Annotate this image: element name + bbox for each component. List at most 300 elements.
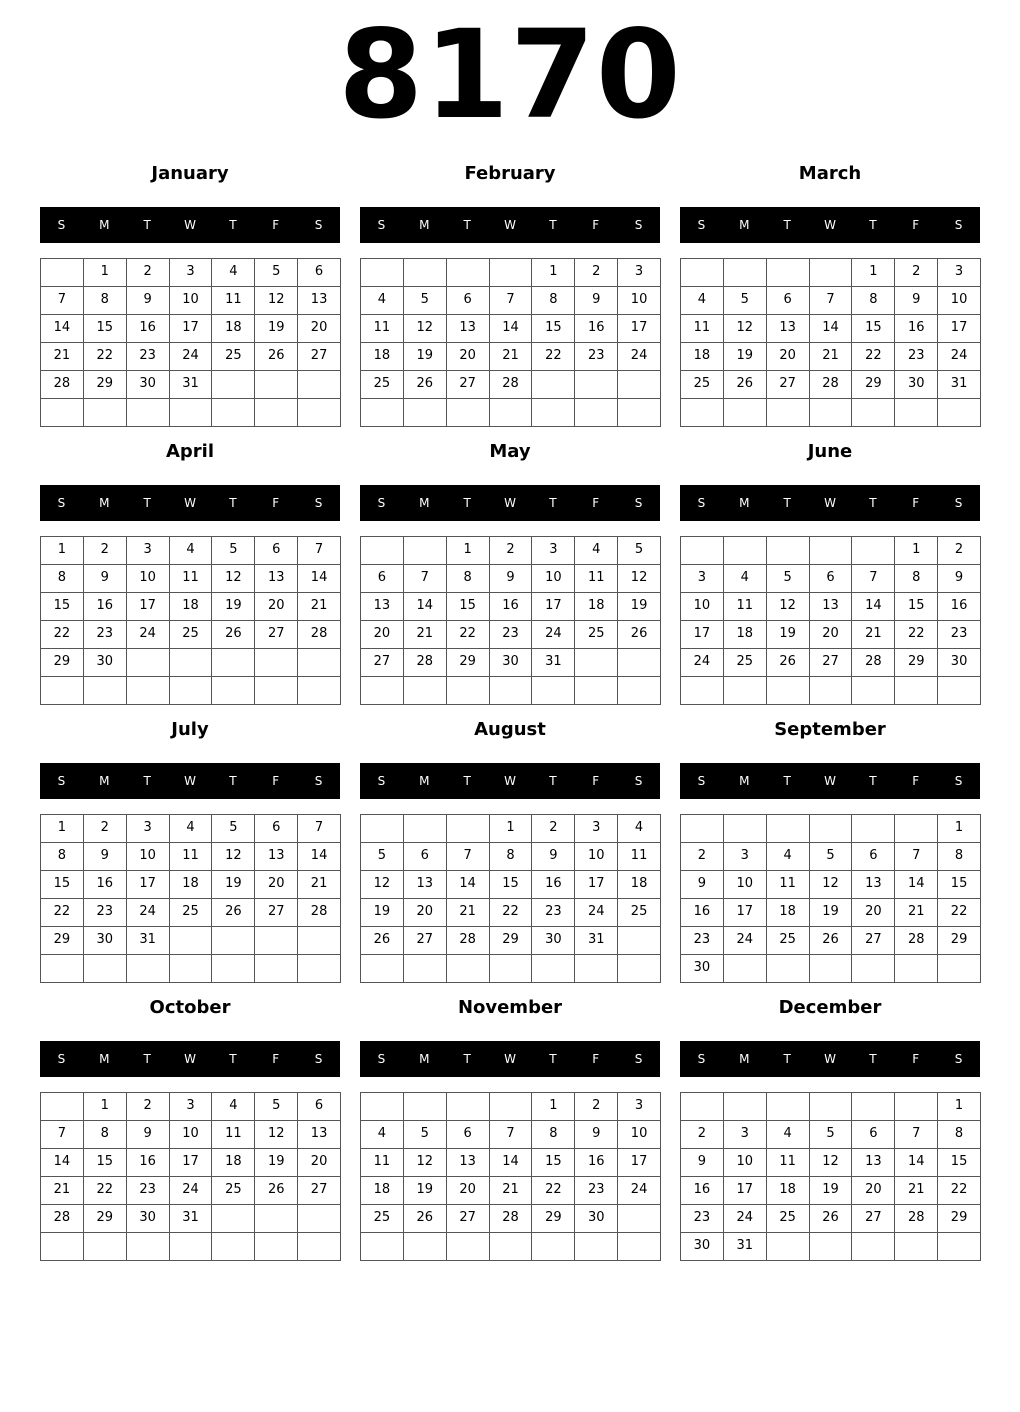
day-cell: 10 xyxy=(126,842,170,871)
weekday-label: M xyxy=(99,1052,110,1066)
day-cell: 13 xyxy=(254,564,298,593)
day-cell: 6 xyxy=(809,564,853,593)
day-cell: 8 xyxy=(531,1120,575,1149)
day-cell: 29 xyxy=(531,1204,575,1233)
day-cell: 30 xyxy=(489,648,533,677)
day-cell: 24 xyxy=(937,342,981,371)
day-cell xyxy=(403,954,447,983)
day-cell: 13 xyxy=(297,286,341,315)
day-cell: 30 xyxy=(680,1232,724,1261)
day-cell: 21 xyxy=(894,898,938,927)
day-cell: 4 xyxy=(211,258,255,287)
day-cell: 10 xyxy=(531,564,575,593)
day-cell xyxy=(169,676,213,705)
day-cell: 27 xyxy=(766,370,810,399)
day-cell xyxy=(617,954,661,983)
weekday-header xyxy=(680,485,980,521)
day-cell xyxy=(169,398,213,427)
day-cell: 26 xyxy=(403,1204,447,1233)
day-cell: 21 xyxy=(40,342,84,371)
day-cell xyxy=(40,954,84,983)
day-cell: 8 xyxy=(531,286,575,315)
day-cell: 6 xyxy=(297,258,341,287)
day-cell: 22 xyxy=(937,898,981,927)
day-cell xyxy=(360,1092,404,1121)
day-cell: 26 xyxy=(809,926,853,955)
day-cell: 20 xyxy=(254,592,298,621)
day-cell: 12 xyxy=(766,592,810,621)
day-cell xyxy=(169,1232,213,1261)
day-cell: 16 xyxy=(680,898,724,927)
month-name: October xyxy=(149,997,231,1018)
day-cell xyxy=(809,814,853,843)
weekday-label: S xyxy=(954,496,963,510)
day-cell: 20 xyxy=(297,314,341,343)
day-cell: 21 xyxy=(403,620,447,649)
day-cell xyxy=(403,398,447,427)
day-cell: 24 xyxy=(126,898,170,927)
weekday-label: S xyxy=(954,1052,963,1066)
day-cell: 4 xyxy=(617,814,661,843)
day-cell xyxy=(531,370,575,399)
day-cell xyxy=(403,1232,447,1261)
day-cell xyxy=(403,676,447,705)
day-cell xyxy=(574,370,618,399)
day-cell: 11 xyxy=(169,564,213,593)
day-cell: 29 xyxy=(83,1204,127,1233)
day-cell xyxy=(446,814,490,843)
day-cell: 14 xyxy=(489,1148,533,1177)
day-cell xyxy=(531,398,575,427)
day-cell xyxy=(851,814,895,843)
weekday-label: T xyxy=(463,218,471,232)
day-cell: 7 xyxy=(40,1120,84,1149)
day-cell xyxy=(489,398,533,427)
day-cell: 3 xyxy=(617,1092,661,1121)
day-cell xyxy=(617,676,661,705)
day-cell: 1 xyxy=(40,536,84,565)
day-cell: 12 xyxy=(211,564,255,593)
day-cell: 4 xyxy=(723,564,767,593)
day-cell: 17 xyxy=(617,314,661,343)
day-cell: 15 xyxy=(489,870,533,899)
weekday-label: F xyxy=(912,218,920,232)
day-grid xyxy=(360,1092,660,1260)
day-cell: 18 xyxy=(169,870,213,899)
day-cell: 21 xyxy=(297,870,341,899)
day-cell xyxy=(617,648,661,677)
day-cell: 1 xyxy=(937,1092,981,1121)
day-cell xyxy=(126,398,170,427)
day-cell: 24 xyxy=(169,342,213,371)
day-cell: 1 xyxy=(40,814,84,843)
month-name: April xyxy=(165,441,215,462)
day-cell xyxy=(723,676,767,705)
day-cell xyxy=(766,954,810,983)
day-cell: 9 xyxy=(680,1148,724,1177)
day-cell xyxy=(766,536,810,565)
day-cell: 15 xyxy=(531,1148,575,1177)
weekday-label: F xyxy=(592,496,600,510)
day-cell: 8 xyxy=(83,1120,127,1149)
day-cell: 25 xyxy=(680,370,724,399)
day-cell: 19 xyxy=(723,342,767,371)
day-cell: 14 xyxy=(894,870,938,899)
day-cell: 30 xyxy=(531,926,575,955)
day-cell: 19 xyxy=(617,592,661,621)
day-cell: 8 xyxy=(446,564,490,593)
day-cell xyxy=(360,398,404,427)
day-cell xyxy=(254,954,298,983)
day-cell: 3 xyxy=(937,258,981,287)
day-cell: 18 xyxy=(766,898,810,927)
day-cell: 14 xyxy=(297,842,341,871)
day-cell: 6 xyxy=(254,814,298,843)
weekday-header xyxy=(40,1041,340,1077)
day-cell: 10 xyxy=(680,592,724,621)
day-cell xyxy=(446,676,490,705)
day-cell: 15 xyxy=(937,1148,981,1177)
day-cell: 11 xyxy=(360,1148,404,1177)
day-cell: 14 xyxy=(851,592,895,621)
day-cell xyxy=(446,258,490,287)
day-cell: 6 xyxy=(766,286,810,315)
day-cell: 1 xyxy=(894,536,938,565)
weekday-label: T xyxy=(229,496,237,510)
day-cell: 23 xyxy=(83,898,127,927)
day-cell xyxy=(809,536,853,565)
day-cell: 7 xyxy=(851,564,895,593)
day-cell xyxy=(894,954,938,983)
day-cell: 10 xyxy=(617,286,661,315)
day-cell: 25 xyxy=(211,1176,255,1205)
day-cell: 28 xyxy=(446,926,490,955)
day-cell xyxy=(254,676,298,705)
weekday-header xyxy=(680,1041,980,1077)
day-cell: 21 xyxy=(489,1176,533,1205)
weekday-header xyxy=(360,1041,660,1077)
day-cell xyxy=(680,1092,724,1121)
day-cell xyxy=(254,1232,298,1261)
day-cell: 23 xyxy=(574,342,618,371)
day-cell: 22 xyxy=(83,342,127,371)
day-cell: 11 xyxy=(169,842,213,871)
day-cell: 9 xyxy=(83,564,127,593)
day-cell: 13 xyxy=(766,314,810,343)
day-cell: 22 xyxy=(851,342,895,371)
day-cell: 7 xyxy=(403,564,447,593)
day-cell: 30 xyxy=(83,926,127,955)
day-cell xyxy=(809,1092,853,1121)
day-cell: 1 xyxy=(851,258,895,287)
weekday-label: M xyxy=(419,496,430,510)
day-grid xyxy=(680,258,980,426)
day-cell: 26 xyxy=(723,370,767,399)
day-grid xyxy=(680,1092,980,1260)
day-cell: 18 xyxy=(766,1176,810,1205)
day-cell: 25 xyxy=(169,898,213,927)
day-cell: 27 xyxy=(254,898,298,927)
day-cell: 11 xyxy=(211,286,255,315)
day-cell: 2 xyxy=(574,258,618,287)
day-cell: 15 xyxy=(851,314,895,343)
day-cell: 22 xyxy=(894,620,938,649)
day-cell: 16 xyxy=(489,592,533,621)
day-cell: 3 xyxy=(531,536,575,565)
day-cell: 16 xyxy=(574,1148,618,1177)
day-cell: 29 xyxy=(40,648,84,677)
day-cell: 19 xyxy=(809,1176,853,1205)
day-cell: 4 xyxy=(360,1120,404,1149)
day-cell: 12 xyxy=(403,1148,447,1177)
day-cell: 8 xyxy=(851,286,895,315)
day-cell: 7 xyxy=(489,1120,533,1149)
day-cell: 19 xyxy=(403,1176,447,1205)
day-cell: 31 xyxy=(126,926,170,955)
day-cell: 10 xyxy=(574,842,618,871)
day-cell xyxy=(211,398,255,427)
day-cell: 28 xyxy=(489,370,533,399)
day-cell: 19 xyxy=(403,342,447,371)
day-cell: 7 xyxy=(297,536,341,565)
day-cell: 19 xyxy=(809,898,853,927)
weekday-label: F xyxy=(592,218,600,232)
day-cell xyxy=(446,398,490,427)
day-cell: 15 xyxy=(531,314,575,343)
weekday-header xyxy=(360,763,660,799)
day-cell: 14 xyxy=(40,1148,84,1177)
weekday-label: W xyxy=(504,774,516,788)
day-cell: 11 xyxy=(617,842,661,871)
day-cell xyxy=(297,370,341,399)
day-cell: 18 xyxy=(360,1176,404,1205)
day-cell: 2 xyxy=(83,814,127,843)
day-cell: 9 xyxy=(489,564,533,593)
day-cell: 1 xyxy=(531,258,575,287)
weekday-label: T xyxy=(143,496,151,510)
day-cell xyxy=(531,676,575,705)
day-cell: 17 xyxy=(126,592,170,621)
day-cell: 26 xyxy=(809,1204,853,1233)
day-cell xyxy=(211,370,255,399)
weekday-label: M xyxy=(99,218,110,232)
weekday-label: F xyxy=(272,774,280,788)
day-cell xyxy=(851,676,895,705)
month-name: February xyxy=(464,163,556,184)
day-cell: 5 xyxy=(766,564,810,593)
day-cell: 21 xyxy=(297,592,341,621)
day-cell: 21 xyxy=(446,898,490,927)
day-cell: 1 xyxy=(446,536,490,565)
day-cell: 8 xyxy=(40,564,84,593)
weekday-label: S xyxy=(377,774,386,788)
day-cell xyxy=(574,398,618,427)
day-cell: 27 xyxy=(403,926,447,955)
weekday-label: S xyxy=(634,1052,643,1066)
day-cell: 7 xyxy=(40,286,84,315)
day-cell xyxy=(360,536,404,565)
day-cell: 20 xyxy=(360,620,404,649)
day-cell xyxy=(254,648,298,677)
weekday-label: S xyxy=(57,496,66,510)
day-cell xyxy=(809,676,853,705)
month-name: November xyxy=(457,997,563,1018)
day-cell: 9 xyxy=(680,870,724,899)
day-cell: 5 xyxy=(211,536,255,565)
day-cell: 19 xyxy=(254,314,298,343)
day-cell xyxy=(446,1232,490,1261)
day-cell: 15 xyxy=(40,592,84,621)
weekday-label: S xyxy=(634,774,643,788)
day-cell: 14 xyxy=(489,314,533,343)
day-cell: 11 xyxy=(211,1120,255,1149)
month-name: May xyxy=(489,441,531,462)
day-cell: 7 xyxy=(809,286,853,315)
day-cell xyxy=(360,814,404,843)
day-cell xyxy=(360,954,404,983)
day-cell: 13 xyxy=(254,842,298,871)
day-cell: 24 xyxy=(126,620,170,649)
day-cell xyxy=(360,1232,404,1261)
day-cell xyxy=(446,954,490,983)
day-cell xyxy=(766,398,810,427)
day-cell: 18 xyxy=(360,342,404,371)
day-cell: 14 xyxy=(40,314,84,343)
weekday-header xyxy=(360,485,660,521)
day-cell: 30 xyxy=(894,370,938,399)
day-cell xyxy=(531,954,575,983)
day-cell xyxy=(211,1204,255,1233)
day-cell: 16 xyxy=(937,592,981,621)
day-cell: 11 xyxy=(360,314,404,343)
day-cell xyxy=(489,676,533,705)
day-cell xyxy=(360,676,404,705)
day-cell xyxy=(894,814,938,843)
weekday-header xyxy=(680,763,980,799)
weekday-label: T xyxy=(783,496,791,510)
day-cell: 13 xyxy=(403,870,447,899)
day-cell xyxy=(83,1232,127,1261)
day-cell: 16 xyxy=(680,1176,724,1205)
day-cell: 24 xyxy=(617,342,661,371)
day-cell: 6 xyxy=(446,286,490,315)
day-cell: 28 xyxy=(489,1204,533,1233)
day-cell xyxy=(617,926,661,955)
day-cell: 24 xyxy=(617,1176,661,1205)
day-cell: 17 xyxy=(723,898,767,927)
day-cell xyxy=(531,1232,575,1261)
day-cell xyxy=(723,954,767,983)
weekday-label: S xyxy=(697,218,706,232)
day-cell: 5 xyxy=(360,842,404,871)
day-cell xyxy=(403,814,447,843)
day-cell: 27 xyxy=(297,342,341,371)
day-grid xyxy=(360,536,660,704)
day-cell: 26 xyxy=(211,898,255,927)
day-cell: 3 xyxy=(169,1092,213,1121)
day-cell xyxy=(489,954,533,983)
day-grid xyxy=(40,814,340,982)
day-cell xyxy=(40,258,84,287)
day-cell: 21 xyxy=(40,1176,84,1205)
day-cell: 27 xyxy=(360,648,404,677)
day-cell xyxy=(574,676,618,705)
day-cell: 22 xyxy=(531,1176,575,1205)
day-cell xyxy=(169,648,213,677)
day-cell: 20 xyxy=(254,870,298,899)
day-cell: 1 xyxy=(83,258,127,287)
day-cell: 4 xyxy=(680,286,724,315)
day-cell: 28 xyxy=(40,370,84,399)
month-name: September xyxy=(774,719,886,740)
day-cell: 26 xyxy=(254,342,298,371)
day-cell: 16 xyxy=(574,314,618,343)
day-cell: 7 xyxy=(894,842,938,871)
weekday-label: T xyxy=(229,774,237,788)
day-cell: 29 xyxy=(894,648,938,677)
day-cell: 26 xyxy=(211,620,255,649)
day-cell: 20 xyxy=(766,342,810,371)
weekday-label: S xyxy=(314,774,323,788)
day-cell: 31 xyxy=(574,926,618,955)
weekday-label: T xyxy=(783,1052,791,1066)
day-cell: 15 xyxy=(446,592,490,621)
day-cell: 24 xyxy=(680,648,724,677)
day-cell: 2 xyxy=(680,842,724,871)
day-cell: 2 xyxy=(680,1120,724,1149)
day-cell: 13 xyxy=(360,592,404,621)
day-cell: 28 xyxy=(894,1204,938,1233)
day-cell xyxy=(254,370,298,399)
weekday-label: M xyxy=(99,496,110,510)
day-cell: 23 xyxy=(83,620,127,649)
day-cell: 17 xyxy=(169,314,213,343)
day-cell: 20 xyxy=(809,620,853,649)
day-cell: 21 xyxy=(851,620,895,649)
weekday-label: T xyxy=(143,1052,151,1066)
day-cell: 20 xyxy=(851,898,895,927)
day-cell xyxy=(403,536,447,565)
month-name: January xyxy=(151,163,229,184)
day-cell xyxy=(169,954,213,983)
day-cell: 5 xyxy=(809,842,853,871)
day-cell: 2 xyxy=(937,536,981,565)
day-grid xyxy=(40,1092,340,1260)
day-cell: 6 xyxy=(446,1120,490,1149)
day-cell xyxy=(680,258,724,287)
day-cell: 24 xyxy=(531,620,575,649)
day-cell: 25 xyxy=(169,620,213,649)
day-cell: 17 xyxy=(531,592,575,621)
weekday-label: W xyxy=(824,496,836,510)
day-cell: 30 xyxy=(680,954,724,983)
weekday-label: M xyxy=(739,774,750,788)
weekday-label: F xyxy=(272,496,280,510)
day-cell xyxy=(723,536,767,565)
day-cell xyxy=(937,676,981,705)
day-cell: 2 xyxy=(126,1092,170,1121)
weekday-label: T xyxy=(463,774,471,788)
weekday-label: M xyxy=(99,774,110,788)
weekday-label: S xyxy=(634,496,643,510)
weekday-label: T xyxy=(549,218,557,232)
day-cell xyxy=(851,398,895,427)
day-cell: 12 xyxy=(254,286,298,315)
day-cell: 5 xyxy=(617,536,661,565)
day-cell xyxy=(617,1204,661,1233)
day-cell: 23 xyxy=(574,1176,618,1205)
weekday-label: M xyxy=(419,774,430,788)
